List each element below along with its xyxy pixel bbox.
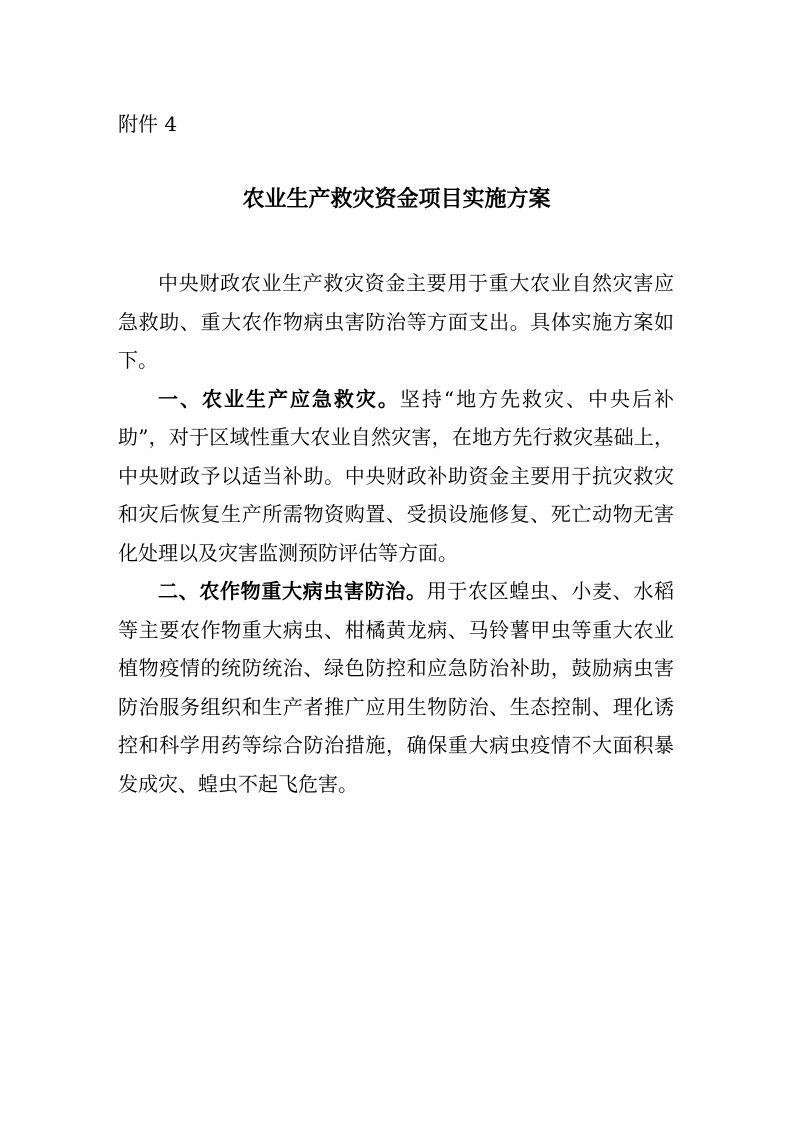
section-1-heading: 一、农业生产应急救灾。 <box>158 386 400 411</box>
intro-paragraph: 中央财政农业生产救灾资金主要用于重大农业自然灾害应急救助、重大农作物病虫害防治等方面支出。具体实施方案如下。 <box>118 271 674 372</box>
section-2-heading: 二、农作物重大病虫害防治。 <box>158 579 427 603</box>
section-1-body: 坚持“地方先救灾、中央后补助”，对于区域性重大农业自然灾害，在地方先行救灾基础上，中央财政予以适当补助。中央财政补助资金主要用于抗灾救灾和灾后恢复生产所需物资购置、受损设施修复、死亡动物无害化处理以及灾害监测预防评估等方面。 <box>118 386 674 565</box>
section-1-paragraph <box>118 380 674 573</box>
document-title: 农业生产救灾资金项目实施方案 <box>242 186 551 212</box>
attachment-label: 附件 4 <box>118 112 178 136</box>
section-2-body: 用于农区蝗虫、小麦、水稻等主要农作物重大病虫、柑橘黄龙病、马铃薯甲虫等重大农业植物疫情的统防统治、绿色防控和应急防治补助，鼓励病虫害防治服务组织和生产者推广应用生物防治、生态控制、理化诱控和科学用药等综合防治措施，确保重大病虫疫情不大面积暴发成灾、蝗虫不起飞危害。 <box>118 579 675 796</box>
section-2-paragraph <box>118 572 674 803</box>
document-body <box>118 264 674 803</box>
